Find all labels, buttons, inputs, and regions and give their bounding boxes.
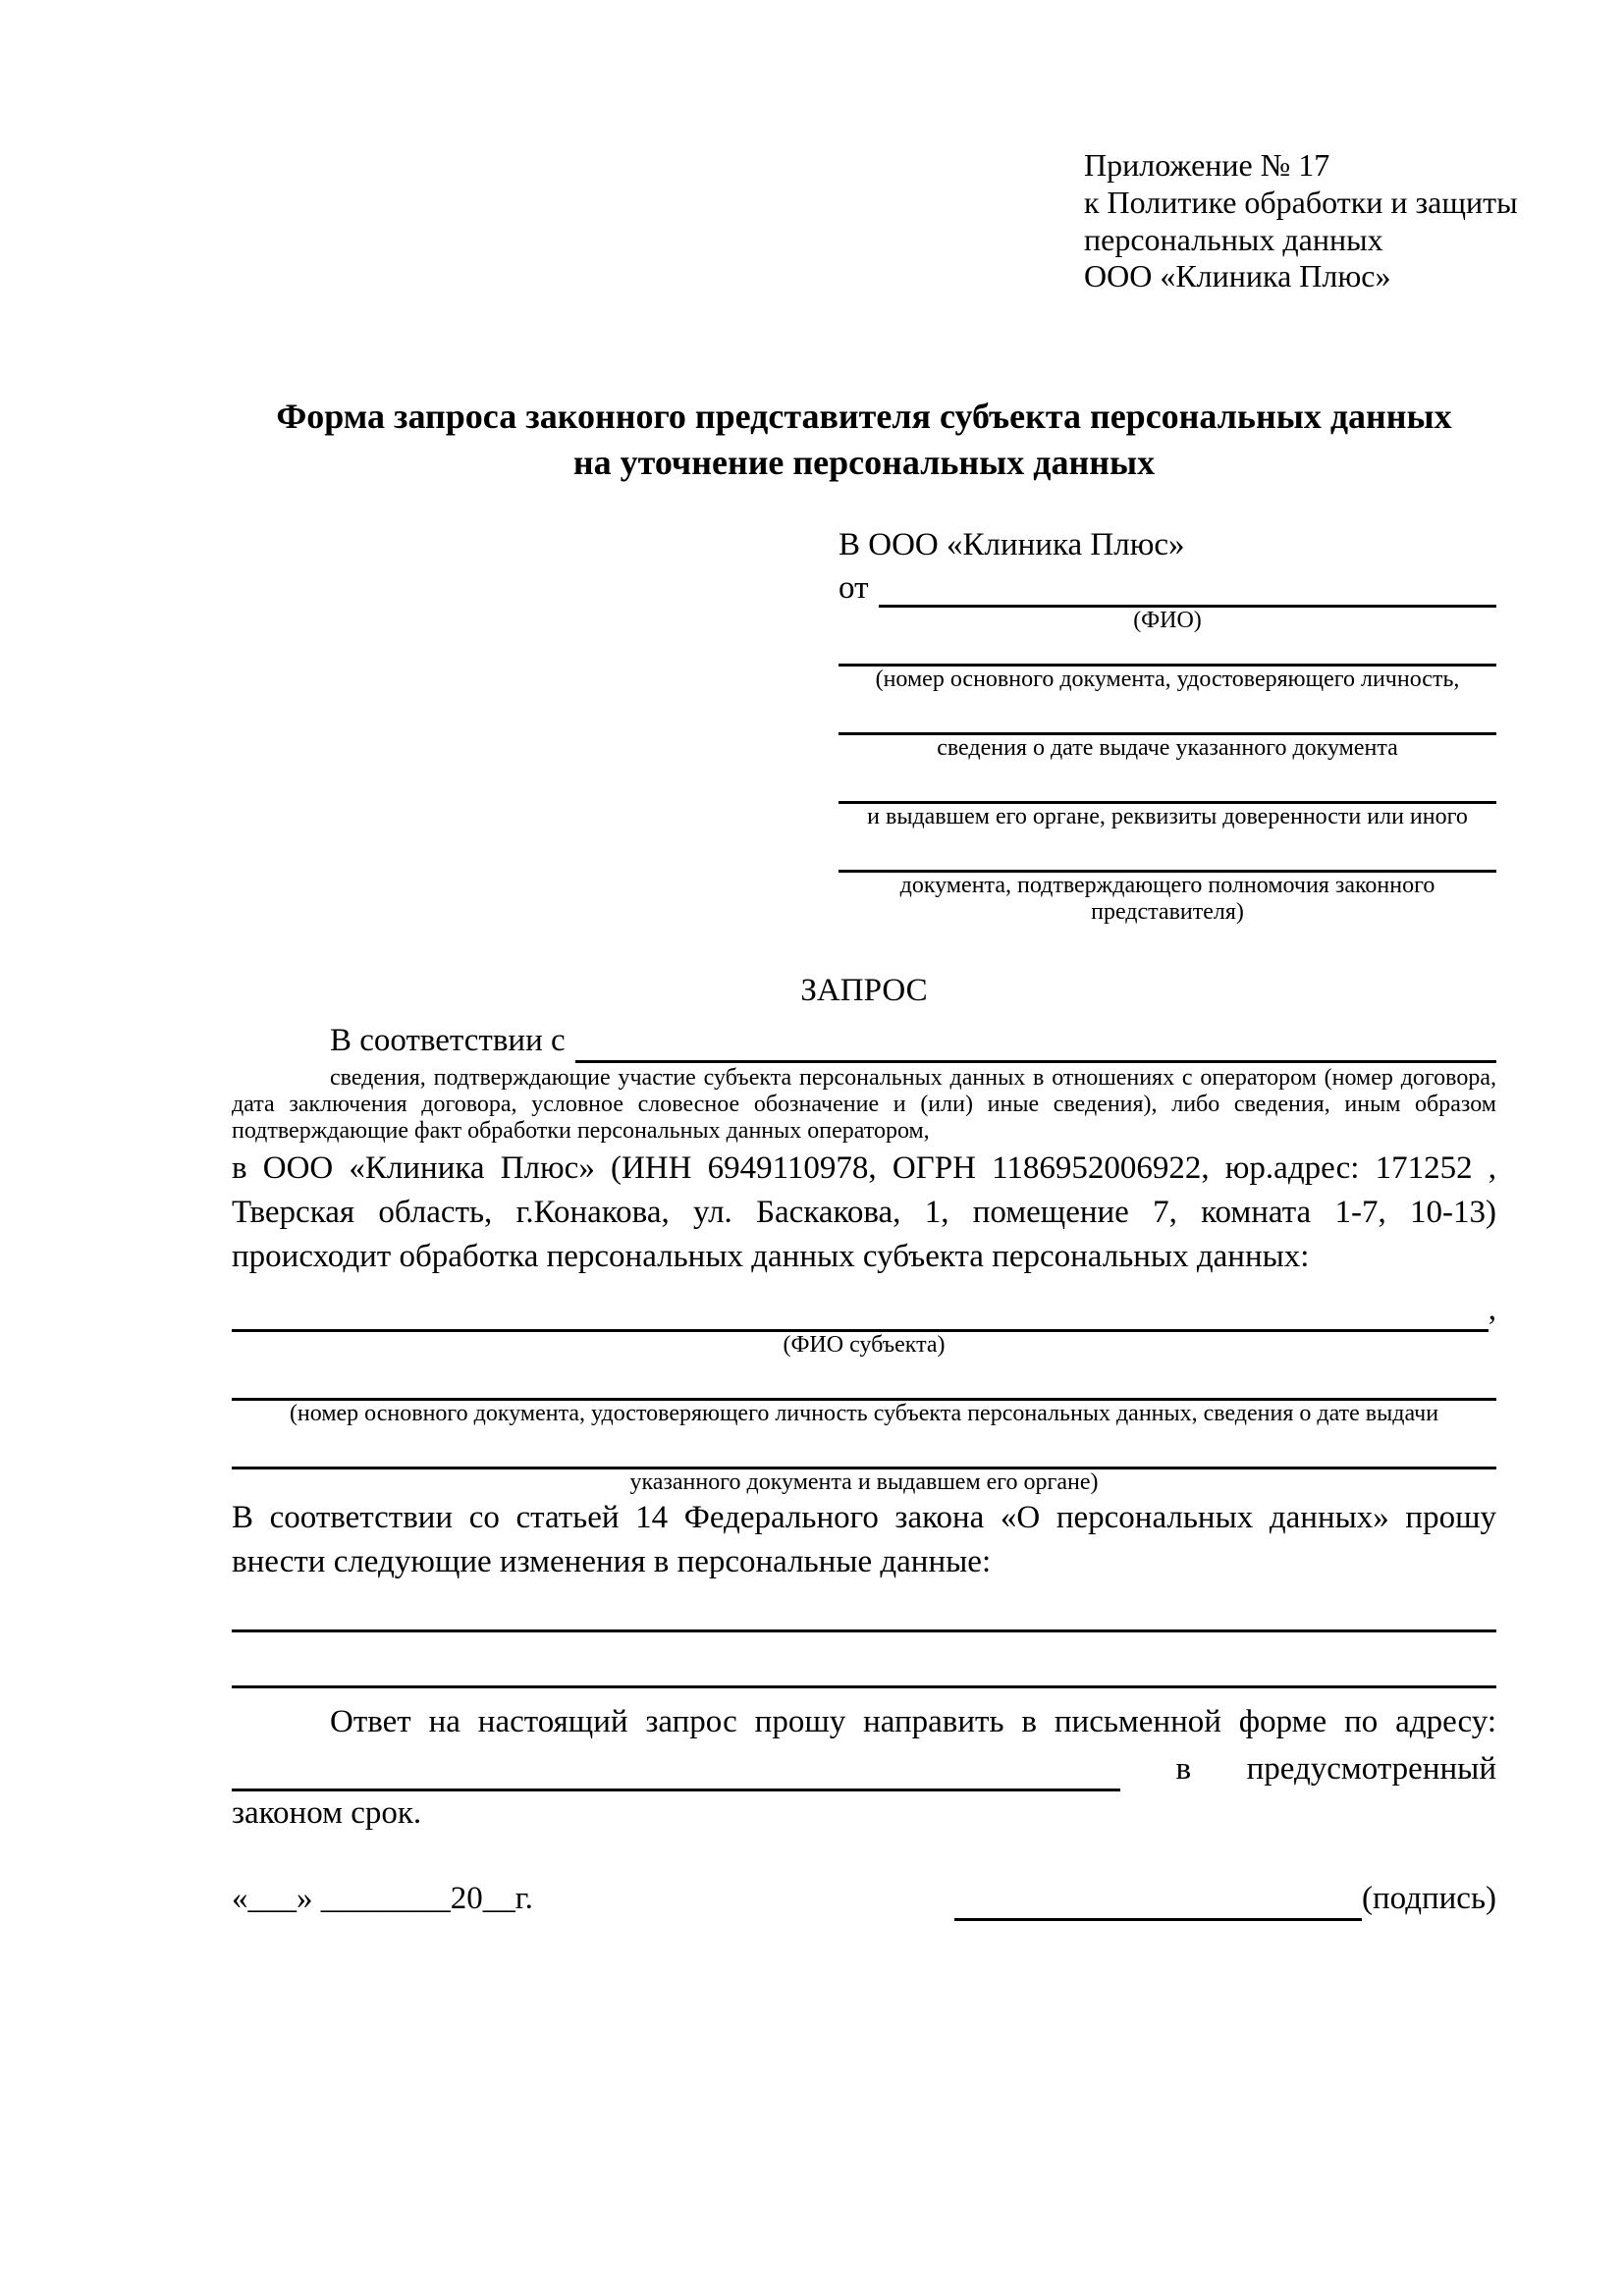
signature-group <box>954 1877 1496 1921</box>
subject-doc-caption-2: указанного документа и выдавшем его органе) <box>629 1469 1099 1496</box>
changes-blank-field-1 <box>232 1584 1496 1632</box>
answer-last-line: законом срок. <box>232 1794 422 1831</box>
form-title-line2: на уточнение персональных данных <box>572 442 1156 482</box>
date-line: «___» ________20__г. <box>232 1880 533 1916</box>
subject-fio-blank-field <box>232 1321 1489 1332</box>
appendix-number: Приложение № 17 <box>1084 147 1330 183</box>
paragraph-indent <box>232 1019 330 1063</box>
signature-blank-field <box>954 1910 1362 1921</box>
subject-doc-caption-1: (номер основного документа, удостоверяющего личность субъекта персональных данных, сведения о дате выдачи <box>289 1401 1439 1427</box>
authority-doc-blank-field <box>839 830 1496 873</box>
issue-date-caption: сведения о дате выдаче указанного документа <box>937 735 1398 762</box>
doc-number-caption: (номер основного документа, удостоверяющего личность, <box>875 667 1460 693</box>
answer-tail-line <box>232 1744 1496 1791</box>
issuing-authority-blank-field <box>839 762 1496 804</box>
appendix-header <box>1084 147 1518 295</box>
issuing-authority-caption: и выдавшем его органе, реквизиты доверенности или иного <box>867 804 1468 830</box>
subject-fio-line <box>232 1288 1496 1332</box>
form-title-line1: Форма запроса законного представителя субъекта персональных данных <box>276 397 1452 436</box>
address-blank-field <box>232 1781 1120 1791</box>
addressee-to: В ООО «Клиника Плюс» <box>839 526 1185 562</box>
addressee-block <box>839 525 1496 927</box>
from-label: от <box>839 569 869 606</box>
changes-blank-field-2 <box>232 1632 1496 1688</box>
request-heading: ЗАПРОС <box>800 973 928 1009</box>
subject-fio-caption: (ФИО субъекта) <box>783 1332 946 1359</box>
answer-tail-word-1: в <box>1175 1751 1192 1788</box>
subject-doc-blank-field-1 <box>232 1359 1496 1401</box>
signature-caption: (подпись) <box>1362 1880 1496 1916</box>
doc-number-blank-field <box>839 634 1496 667</box>
policy-reference-line2: персональных данных <box>1084 221 1383 257</box>
authority-doc-caption: документа, подтверждающего полномочия законного представителя) <box>899 873 1435 926</box>
answer-tail-word-2: предусмотренный <box>1246 1751 1496 1788</box>
form-title <box>232 394 1496 486</box>
basis-label: В соответствии с <box>330 1022 566 1058</box>
organization-name: ООО «Клиника Плюс» <box>1084 258 1391 294</box>
policy-reference-line1: к Политике обработки и защиты <box>1084 184 1518 220</box>
subject-fio-comma: , <box>1488 1292 1496 1328</box>
basis-footnote: сведения, подтверждающие участие субъекта персональных данных в отношениях с оператором (номер договора, дата заключения договора, условное словесное обозначение и (или) иные сведения), либо сведения, иным образом подтверждающие факт обработки персональных данных оператором, <box>232 1064 1496 1144</box>
basis-line <box>232 1019 1496 1063</box>
article-paragraph: В соответствии со статьей 14 Федерального закона «О персональных данных» прошу внести следующие изменения в персональные данные: <box>232 1500 1496 1580</box>
footer-row <box>232 1877 1496 1921</box>
from-line <box>839 568 1496 608</box>
basis-blank-field <box>575 1052 1496 1063</box>
operator-paragraph: в ООО «Клиника Плюс» (ИНН 6949110978, ОГРН 1186952006922, юр.адрес: 171252 , Тверская область, г.Конакова, ул. Баскакова, 1, помещение 7, комната 1-7, 10-13) происходит обработка персональных данных субъекта персональных данных: <box>232 1149 1496 1274</box>
answer-paragraph: Ответ на настоящий запрос прошу направить в письменной форме по адресу: <box>330 1704 1496 1740</box>
subject-doc-blank-field-2 <box>232 1427 1496 1469</box>
fio-blank-field <box>879 597 1497 608</box>
fio-caption: (ФИО) <box>1133 608 1202 634</box>
issue-date-blank-field <box>839 693 1496 735</box>
